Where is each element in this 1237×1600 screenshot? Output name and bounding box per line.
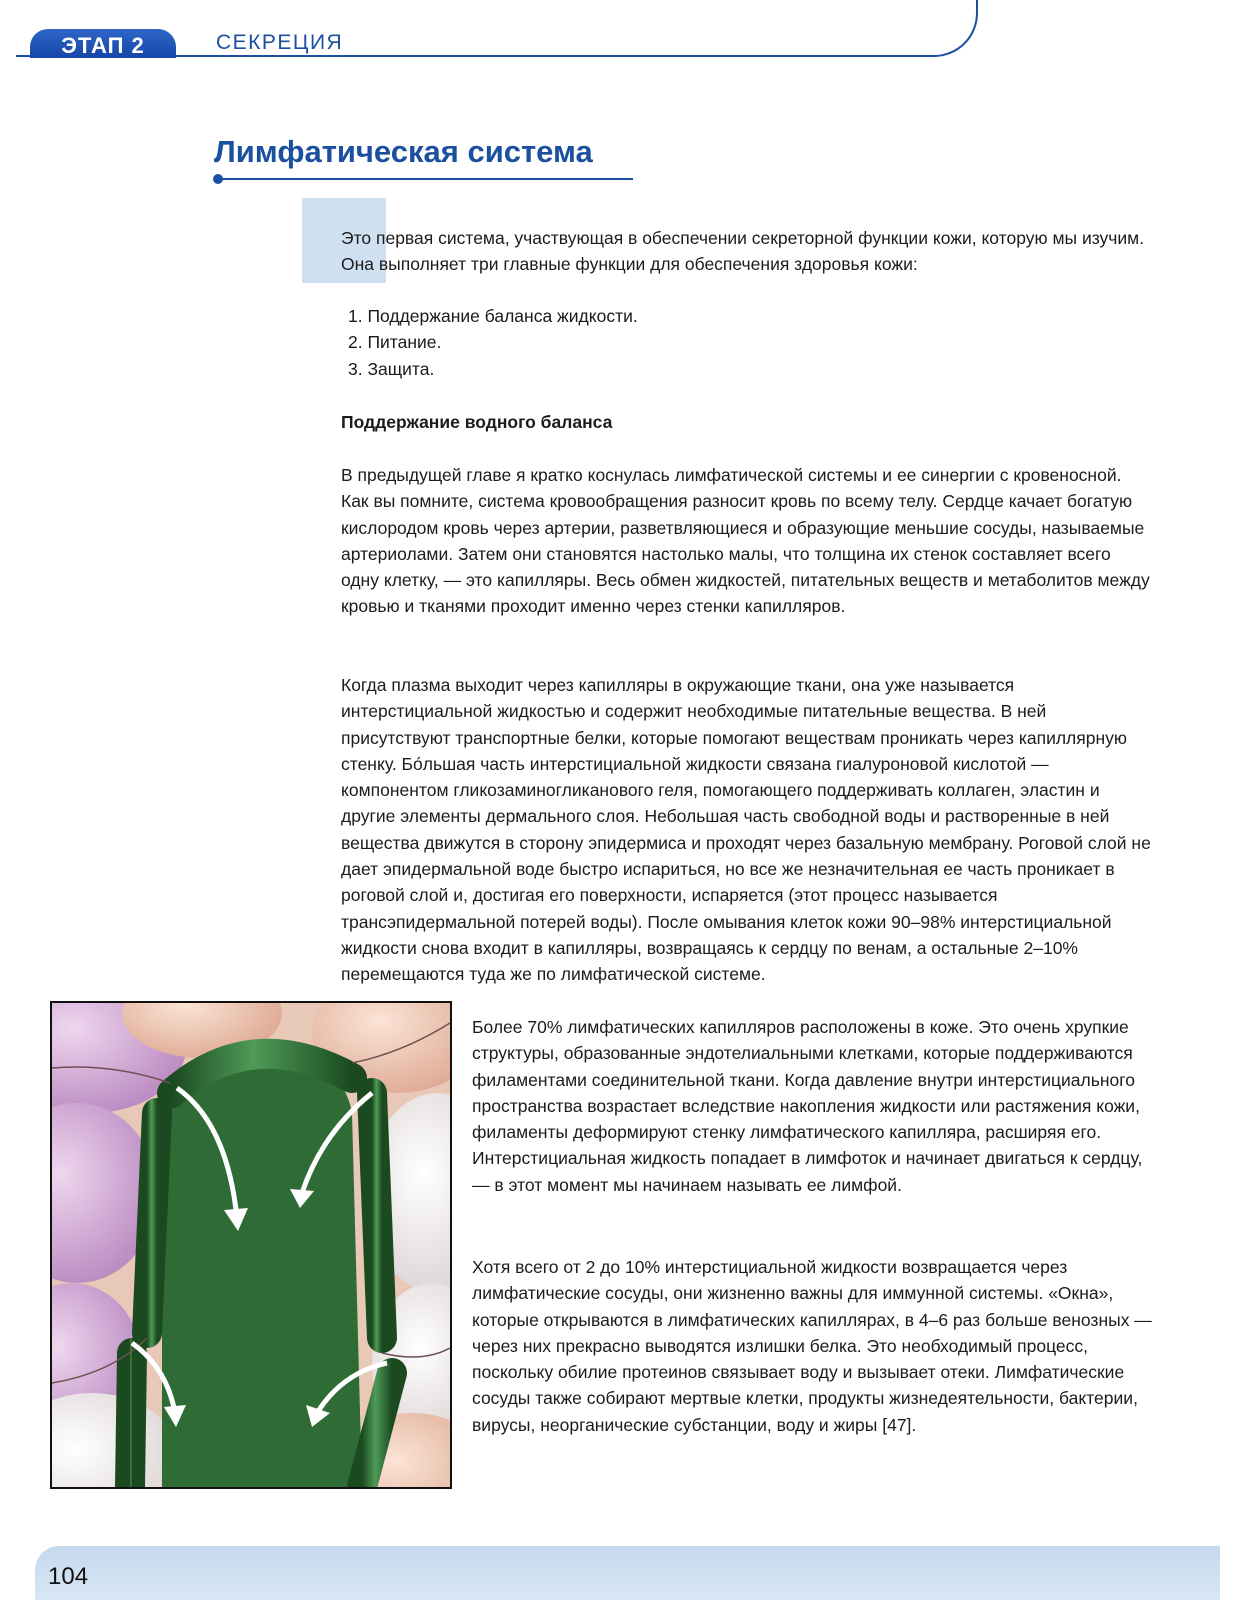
- paragraph-lymph-capillaries: Более 70% лимфатических капилляров расположены в коже. Это очень хрупкие структуры, образованные эндотелиальными клетками, которые поддерживаются филаментами соединительной ткани. Когда давление внутри интерстициального пространства возрастает вследствие накопления жидкости или растяжения кожи, филаменты деформируют стенку лимфатического капилляра, расширяя его. Интерстициальная жидкость попадает в лимфоток и начинает двигаться к сердцу, — в этот момент мы начинаем называть ее лимфой.: [472, 1017, 1143, 1195]
- list-item: 2. Питание.: [348, 332, 442, 353]
- paragraph-interstitial-fluid: Когда плазма выходит через капилляры в окружающие ткани, она уже называется интерстициальной жидкостью и содержит необходимые питательные вещества. В ней присутствуют транспортные белки, которые помогают веществам проникать через капиллярную стенку. Бо́льшая часть интерстициальной жидкости связана гиалуроновой кислотой — компонентом гликозаминогликанового геля, помогающего поддерживать коллаген, эластин и другие элементы дермального слоя. Небольшая часть свободной воды и растворенные в ней вещества движутся в сторону эпидермиса и проходят через базальную мембрану. Роговой слой не дает эпидермальной воде быстро испариться, но все же незначительная ее часть проникает в роговой слой и, достигая его поверхности, испаряется (этот процесс называется трансэпидермальной потерей воды). После омывания клеток кожи 90–98% интерстициальной жидкости снова входит в капилляры, возвращаясь к сердцу по венам, а остальные 2–10% перемещаются туда же по лимфатической системе.: [341, 675, 1151, 985]
- lymph-capillary-drawing: [52, 1003, 450, 1487]
- list-item: 3. Защита.: [348, 358, 435, 379]
- paragraph-circulation: В предыдущей главе я кратко коснулась лимфатической системы и ее синергии с кровеносной. Как вы помните, система кровообращения разносит кровь по всему телу. Сердце качает богатую кислородом кровь через артерии, разветвляющиеся и образующие меньшие сосуды, называемые артериолами. Затем они становятся настолько малы, что толщина их стенок составляет всего одну клетку, — это капилляры. Весь обмен жидкостей, питательных веществ и метаболитов между кровью и тканями проходит именно через стенки капилляров.: [341, 465, 1150, 617]
- lymph-capillary-illustration: [50, 1001, 452, 1489]
- footer-band: [35, 1546, 1220, 1600]
- paragraph-immune-role: Хотя всего от 2 до 10% интерстициальной жидкости возвращается через лимфатические сосуды, они жизненно важны для иммунной системы. «Окна», которые открываются в лимфатических капиллярах, в 4–6 раз больше венозных — через них прекрасно выводятся излишки белка. Это необходимый процесс, поскольку обилие протеинов связывает воду и вызывает отеки. Лимфатические сосуды также собирают мертвые клетки, продукты жизнедеятельности, бактерии, вирусы, неорганические субстанции, воду и жиры [47].: [472, 1257, 1152, 1435]
- title-underline: [217, 178, 633, 180]
- page-number: 104: [48, 1563, 89, 1590]
- page-title: Лимфатическая система: [214, 134, 593, 169]
- functions-list: [348, 303, 638, 382]
- stage-badge: ЭТАП 2: [30, 29, 176, 58]
- intro-paragraph: Это первая система, участвующая в обеспечении секреторной функции кожи, которую мы изучим. Она выполняет три главные функции для обеспечения здоровья кожи:: [341, 228, 1145, 275]
- section-name: СЕКРЕЦИЯ: [216, 31, 344, 54]
- list-item: 1. Поддержание баланса жидкости.: [348, 306, 638, 326]
- section-subheading: Поддержание водного баланса: [341, 412, 613, 432]
- title-underline-dot: [213, 174, 223, 184]
